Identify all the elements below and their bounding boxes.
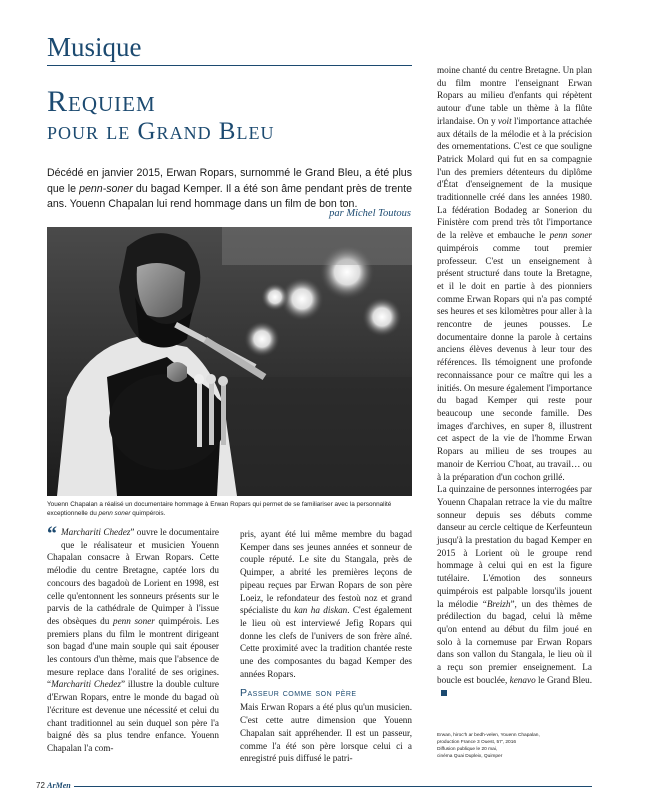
film-credits: Erwan, hiroc'h ar bedh-velen, Youenn Chapalan, production France 3 Ouest, 57', 2016 Diffusion publique le 20 mai, cinéma Quai Dupleix, Quimper	[437, 733, 540, 759]
opening-quote-mark: “	[47, 523, 57, 545]
article-subheading: Passeur comme son père	[240, 687, 357, 700]
article-column-1	[47, 523, 220, 755]
magazine-name: ArMen	[47, 781, 71, 790]
section-divider	[47, 65, 412, 66]
section-title: Musique	[47, 32, 142, 62]
article-column-2	[240, 528, 412, 765]
footer-folio	[36, 781, 74, 791]
photo-illustration	[47, 227, 412, 496]
article-title: Requiem	[47, 85, 156, 118]
section-header	[47, 30, 412, 66]
column-3-paragraph-1: moine chanté du centre Bretagne. Un plan du film montre l'enseignant Erwan Ropars au milieu d'enfants qui répètent autour d'une table un thème à la flûte irlandaise. On y voit l'importance attachée aux détails de la mélodie et à la précision des ornementations. C'est ce que souligne Patrick Molard qui fut en sa compagnie l'un des premiers détenteurs du diplôme d'État d'enseignement de la musique traditionnelle créé dans les années 1980. La fédération Bodadeg ar Sonerion du Finistère com prend très tôt l'importance de la relève et embauche le penn soner quimpérois comme tout premier professeur. C'est un enseignement à présent structuré dans toute la Bretagne, et il le doit en partie à des pionniers comme Erwan Ropars qui n'a pas compté ses heures et ses kilomètres pour aller à la rencontre de jeunes pousses. Le documentaire donne la parole à certains anciens élèves devenus à leur tour des références. Ils témoignent une profonde reconnaissance pour ce maître qui les a initiés. On mesure également l'importance du bagad Kemper qui reste pour beaucoup une seconde famille. Des images d'archives, en super 8, illustrent cet aspect de la vie de l'homme Erwan Ropars au milieu de ses troupes au manoir de Kerriou C'hoat, au travail… ou à la préparation d'un cochon grillé.	[437, 65, 592, 482]
photo-caption: Youenn Chapalan a réalisé un documentaire hommage à Erwan Ropars qui permet de se familiariser avec la personnalité exceptionnelle du penn soner quimpérois.	[47, 501, 392, 517]
bagpiper-photo	[47, 227, 412, 496]
column-2-paragraph-1: pris, ayant été lui même membre du bagad Kemper dans ses jeunes années et sonneur de couple réputé. Le site du Stangala, près de Quimper, a abrité les premières leçons de pipeau reçues par Erwan Ropars de son père Loeiz, le refondateur des festoù noz et grand spécialiste du kan ha diskan. C'est également le lieu où est interviewé Jefig Ropars qui donne les clefs de l'univers de son frère aîné. Cette proximité avec la tradition chantée reste une des composantes du bagad Kemper des années Ropars.	[240, 529, 412, 679]
article-subtitle: pour le Grand Bleu	[47, 118, 275, 145]
column-3-paragraph-2: La quinzaine de personnes interrogées par Youenn Chapalan retrace la vie du maître sonneur depuis ses débuts comme danseur au cercle celtique de Kerfeunteun jusqu'à la prestation du bagad Kemper en 2015 à Lorient où le groupe rend hommage à celui qui en est la figure tutélaire. L'émotion des sonneurs quimpérois est palpable lorsqu'ils jouent la mélodie “Breizh”, un des thèmes de prédilection du bagad, celui là même qu'on entend au début du film joué en solo à la cornemuse par Erwan Ropars dans son vallon du Stangala, le lieu où il a reçu son premier enseignement. La boucle est bouclée, kenavo le Grand Bleu.	[437, 483, 592, 699]
end-of-article-mark	[441, 690, 447, 696]
column-1-paragraph: “ Marchariti Chedez” ouvre le documentaire que le réalisateur et musicien Youenn Chapalan consacre à Erwan Ropars. Cette mélodie du centre Bretagne, captée lors du concours des bagadoù de Lorient en 1998, est celle qu'entonnent les sonneurs présents sur le parvis de la cathédrale de Quimper à l'issue des obsèques du penn soner quimpérois. Les premiers plans du film le montrent dirigeant son bagad d'une main souple qui sait épouser les contours d'un thème, mais que l'absence de mesure replace dans l'oralité de ses origines. “Marchariti Chedez” illustre la double culture d'Erwan Ropars, entre le monde du bagad où l'écriture est devenue une nécessité et celui du chant traditionnel au sein duquel son père l'a baigné dès sa plus tendre enfance. Youenn Chapalan l'a com-	[47, 523, 220, 753]
page-number: 72	[36, 781, 45, 790]
footer-rule	[36, 786, 592, 787]
article-byline: par Michel Toutous	[329, 208, 411, 219]
column-2-paragraph-2: Mais Erwan Ropars a été plus qu'un musicien. C'est cette autre dimension que Youenn Chapalan sait appréhender. Il est un passeur, comme l'a été son père lorsque celui ci a enregistré puis diffusé le patri-	[240, 702, 412, 764]
page-footer	[0, 781, 650, 795]
article-lead: Décédé en janvier 2015, Erwan Ropars, surnommé le Grand Bleu, a été plus que le penn-soner du bagad Kemper. Il a été son âme pendant près de trente ans. Youenn Chapalan lui rend hommage dans un film de bon ton.	[47, 167, 412, 210]
article-column-3	[437, 64, 592, 699]
